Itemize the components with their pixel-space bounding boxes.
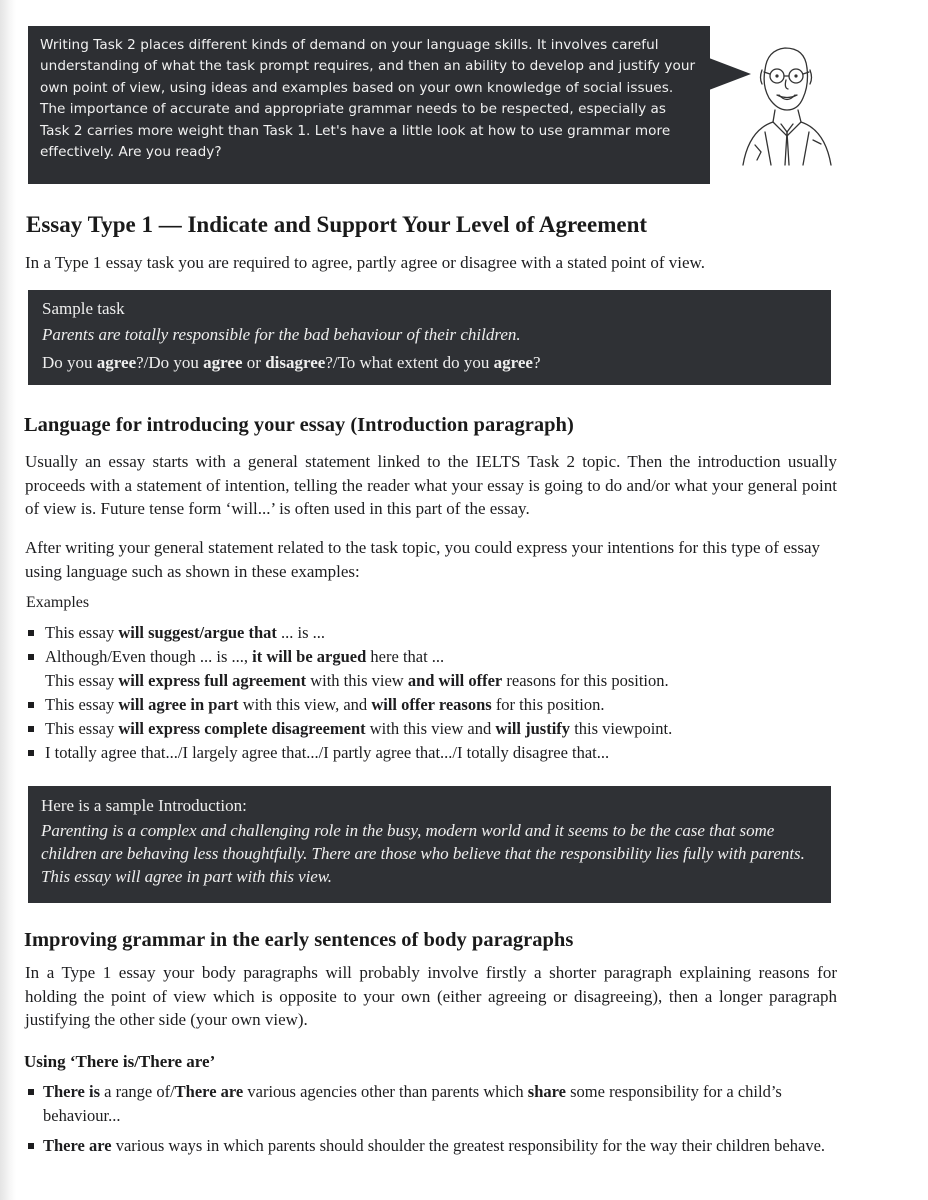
example-continuation xyxy=(45,669,846,693)
section-heading-body-paragraphs: Improving grammar in the early sentences of body paragraphs xyxy=(24,929,574,951)
subheading-there-is-there-are: Using ‘There is/There are’ xyxy=(24,1052,216,1071)
bold-phrase: share xyxy=(527,1082,566,1101)
examples-label: Examples xyxy=(26,594,90,611)
bullet-square-icon xyxy=(28,630,34,636)
bold-phrase: will agree in part xyxy=(118,695,239,714)
bullet-square-icon xyxy=(28,1089,34,1095)
text-run: with this view, and xyxy=(238,695,372,714)
text-run: a range of/ xyxy=(100,1082,175,1101)
bold-phrase: There are xyxy=(43,1136,112,1155)
sample-task-prompt: Parents are totally responsible for the bad behaviour of their children. xyxy=(42,325,521,344)
text-run: Do you xyxy=(42,353,97,372)
text-run: This essay xyxy=(45,695,119,714)
intro-speech-box xyxy=(28,26,710,184)
bold-phrase: agree xyxy=(96,353,137,372)
bold-phrase: disagree xyxy=(265,353,326,372)
bullet-square-icon xyxy=(28,750,34,756)
teacher-illustration-icon xyxy=(735,40,835,170)
text-run: this viewpoint. xyxy=(570,719,673,738)
section-heading-introduction-language: Language for introducing your essay (Introduction paragraph) xyxy=(24,414,574,436)
text-run: This essay xyxy=(45,671,119,690)
sample-task-question xyxy=(42,349,817,377)
example-item xyxy=(26,693,846,717)
text-run: ? xyxy=(532,353,541,372)
bold-phrase: There are xyxy=(174,1082,244,1101)
section2-paragraph-1: Usually an essay starts with a general statement linked to the IELTS Task 2 topic. Then the introduction usually proceeds with a statement of intention, telling the reader what your essay is going to do and/or what your general point of view is. Future tense form ‘will...’ is often used in this part of the essay. xyxy=(25,452,837,519)
text-run: or xyxy=(242,353,266,372)
bold-phrase: will express full agreement xyxy=(118,671,307,690)
text-run: various agencies other than parents which xyxy=(243,1082,528,1101)
sample-introduction-box xyxy=(28,786,831,903)
bullet-square-icon xyxy=(28,1143,34,1149)
text-run: with this view xyxy=(306,671,408,690)
text-run: various ways in which parents should shoulder the greatest responsibility for the way their children behave. xyxy=(111,1136,826,1155)
bold-phrase: and will offer xyxy=(407,671,503,690)
text-run: reasons for this position. xyxy=(502,671,669,690)
bold-phrase: agree xyxy=(493,353,533,372)
bold-phrase: agree xyxy=(203,353,243,372)
bold-phrase: it will be argued xyxy=(252,647,367,666)
there-is-bullets xyxy=(26,1080,831,1164)
bullet-square-icon xyxy=(28,654,34,660)
section2-paragraph-2: After writing your general statement related to the task topic, you could express your intentions for this type of essay using language such as shown in these examples: xyxy=(25,538,821,581)
example-item xyxy=(26,741,846,765)
bullet-square-icon xyxy=(28,726,34,732)
bold-phrase: There is xyxy=(43,1082,100,1101)
example-item xyxy=(26,621,846,645)
text-run: here that ... xyxy=(366,647,445,666)
text-run: some responsibility for a child’s behaviour... xyxy=(43,1082,782,1125)
example-item xyxy=(26,717,846,741)
bullet-square-icon xyxy=(28,702,34,708)
text-run: This essay xyxy=(45,719,119,738)
text-run: This essay xyxy=(45,623,119,642)
intro-text: Writing Task 2 places different kinds of demand on your language skills. It involves careful understanding of what the task prompt requires, and then an ability to develop and justify your own point of view, using ideas and examples based on your own knowledge of social issues. The importance of accurate and appropriate grammar needs to be respected, especially as Task 2 carries more weight than Task 1. Let's have a little look at how to use grammar more effectively. Are you ready? xyxy=(40,37,696,161)
sample-task-label: Sample task xyxy=(42,299,125,318)
bold-phrase: will suggest/argue that xyxy=(118,623,277,642)
bold-phrase: will express complete disagreement xyxy=(118,719,366,738)
page-edge-shadow xyxy=(0,0,16,1200)
there-is-item xyxy=(26,1134,831,1158)
example-item xyxy=(26,645,846,693)
text-run: with this view and xyxy=(365,719,496,738)
section1-intro: In a Type 1 essay task you are required to agree, partly agree or disagree with a stated point of view. xyxy=(25,253,705,272)
text-run: for this position. xyxy=(491,695,605,714)
sample-task-box xyxy=(28,290,831,385)
section3-paragraph: In a Type 1 essay your body paragraphs will probably involve firstly a shorter paragraph explaining reasons for holding the point of view which is opposite to your own (either agreeing or disagreeing), then a longer paragraph justifying the other side (your own view). xyxy=(25,963,837,1030)
text-run: ... is ... xyxy=(276,623,326,642)
bold-phrase: will offer reasons xyxy=(371,695,492,714)
text-run: ?/Do you xyxy=(136,353,204,372)
sample-introduction-text: Parenting is a complex and challenging role in the busy, modern world and it seems to be the case that some children are behaving less thoughtfully. There are those who believe that the responsibility lies fully with parents. This essay will agree in part with this view. xyxy=(41,821,805,886)
examples-list xyxy=(26,621,846,765)
there-is-item xyxy=(26,1080,831,1128)
sample-introduction-label: Here is a sample Introduction: xyxy=(41,796,247,815)
text-run: Although/Even though ... is ..., xyxy=(45,647,253,666)
section-heading-essay-type-1: Essay Type 1 — Indicate and Support Your Level of Agreement xyxy=(26,212,648,237)
text-run: ?/To what extent do you xyxy=(325,353,494,372)
bold-phrase: will justify xyxy=(495,719,571,738)
text-run: I totally agree that.../I largely agree that.../I partly agree that.../I totally disagree that... xyxy=(45,743,610,762)
